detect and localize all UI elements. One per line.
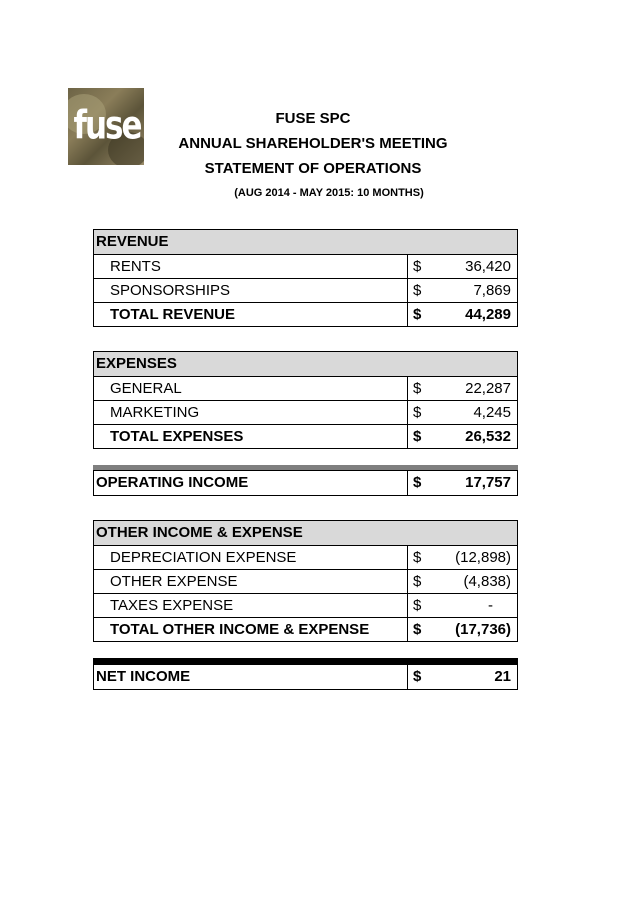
other-income-table	[93, 520, 518, 642]
expenses-table	[93, 351, 518, 449]
total-amount: 26,532	[465, 428, 511, 445]
total-revenue-row	[94, 302, 517, 326]
currency-symbol: $	[407, 279, 421, 302]
period-label: (AUG 2014 - MAY 2015: 10 MONTHS)	[234, 187, 424, 199]
line-label: TAXES EXPENSE	[110, 597, 234, 614]
line-label: DEPRECIATION EXPENSE	[110, 549, 297, 566]
statement-title: STATEMENT OF OPERATIONS	[204, 160, 422, 177]
total-amount: (17,736)	[455, 621, 511, 638]
line-amount: 4,245	[473, 404, 511, 421]
section-title: REVENUE	[96, 233, 169, 250]
table-row	[94, 593, 517, 617]
table-row	[94, 545, 517, 569]
net-income-table	[93, 664, 518, 690]
operating-income-label: OPERATING INCOME	[96, 474, 249, 491]
company-name: FUSE SPC	[275, 110, 351, 127]
total-expenses-row	[94, 424, 517, 448]
operating-income-amount: 17,757	[465, 474, 511, 491]
line-amount: (12,898)	[455, 549, 511, 566]
line-amount: (4,838)	[463, 573, 511, 590]
currency-symbol: $	[407, 618, 421, 641]
revenue-header	[94, 230, 517, 254]
total-other-row	[94, 617, 517, 641]
section-title: EXPENSES	[96, 355, 177, 372]
line-label: RENTS	[110, 258, 161, 275]
currency-symbol: $	[407, 570, 421, 593]
table-row	[94, 254, 517, 278]
line-amount: -	[488, 597, 493, 614]
line-amount: 36,420	[465, 258, 511, 275]
currency-symbol: $	[407, 546, 421, 569]
other-income-header	[94, 521, 517, 545]
line-label: SPONSORSHIPS	[110, 282, 231, 299]
net-income-row	[94, 665, 517, 689]
expenses-header	[94, 352, 517, 376]
table-row	[94, 278, 517, 302]
total-label: TOTAL OTHER INCOME & EXPENSE	[110, 621, 370, 638]
total-label: TOTAL REVENUE	[110, 306, 236, 323]
line-amount: 7,869	[473, 282, 511, 299]
total-label: TOTAL EXPENSES	[110, 428, 244, 445]
currency-symbol: $	[407, 401, 421, 424]
meeting-title: ANNUAL SHAREHOLDER'S MEETING	[178, 135, 448, 152]
net-income-label: NET INCOME	[96, 668, 191, 685]
logo-wordmark: fuse	[73, 103, 141, 149]
table-row	[94, 400, 517, 424]
table-row	[94, 569, 517, 593]
line-label: OTHER EXPENSE	[110, 573, 238, 590]
table-row	[94, 376, 517, 400]
currency-symbol: $	[407, 471, 421, 495]
currency-symbol: $	[407, 594, 421, 617]
currency-symbol: $	[407, 425, 421, 448]
currency-symbol: $	[407, 665, 421, 689]
total-amount: 44,289	[465, 306, 511, 323]
line-label: GENERAL	[110, 380, 182, 397]
line-label: MARKETING	[110, 404, 200, 421]
section-title: OTHER INCOME & EXPENSE	[96, 524, 303, 541]
currency-symbol: $	[407, 255, 421, 278]
currency-symbol: $	[407, 303, 421, 326]
operating-income-row	[94, 471, 517, 495]
net-income-amount: 21	[494, 668, 511, 685]
line-amount: 22,287	[465, 380, 511, 397]
revenue-table	[93, 229, 518, 327]
operating-income-table	[93, 470, 518, 496]
currency-symbol: $	[407, 377, 421, 400]
